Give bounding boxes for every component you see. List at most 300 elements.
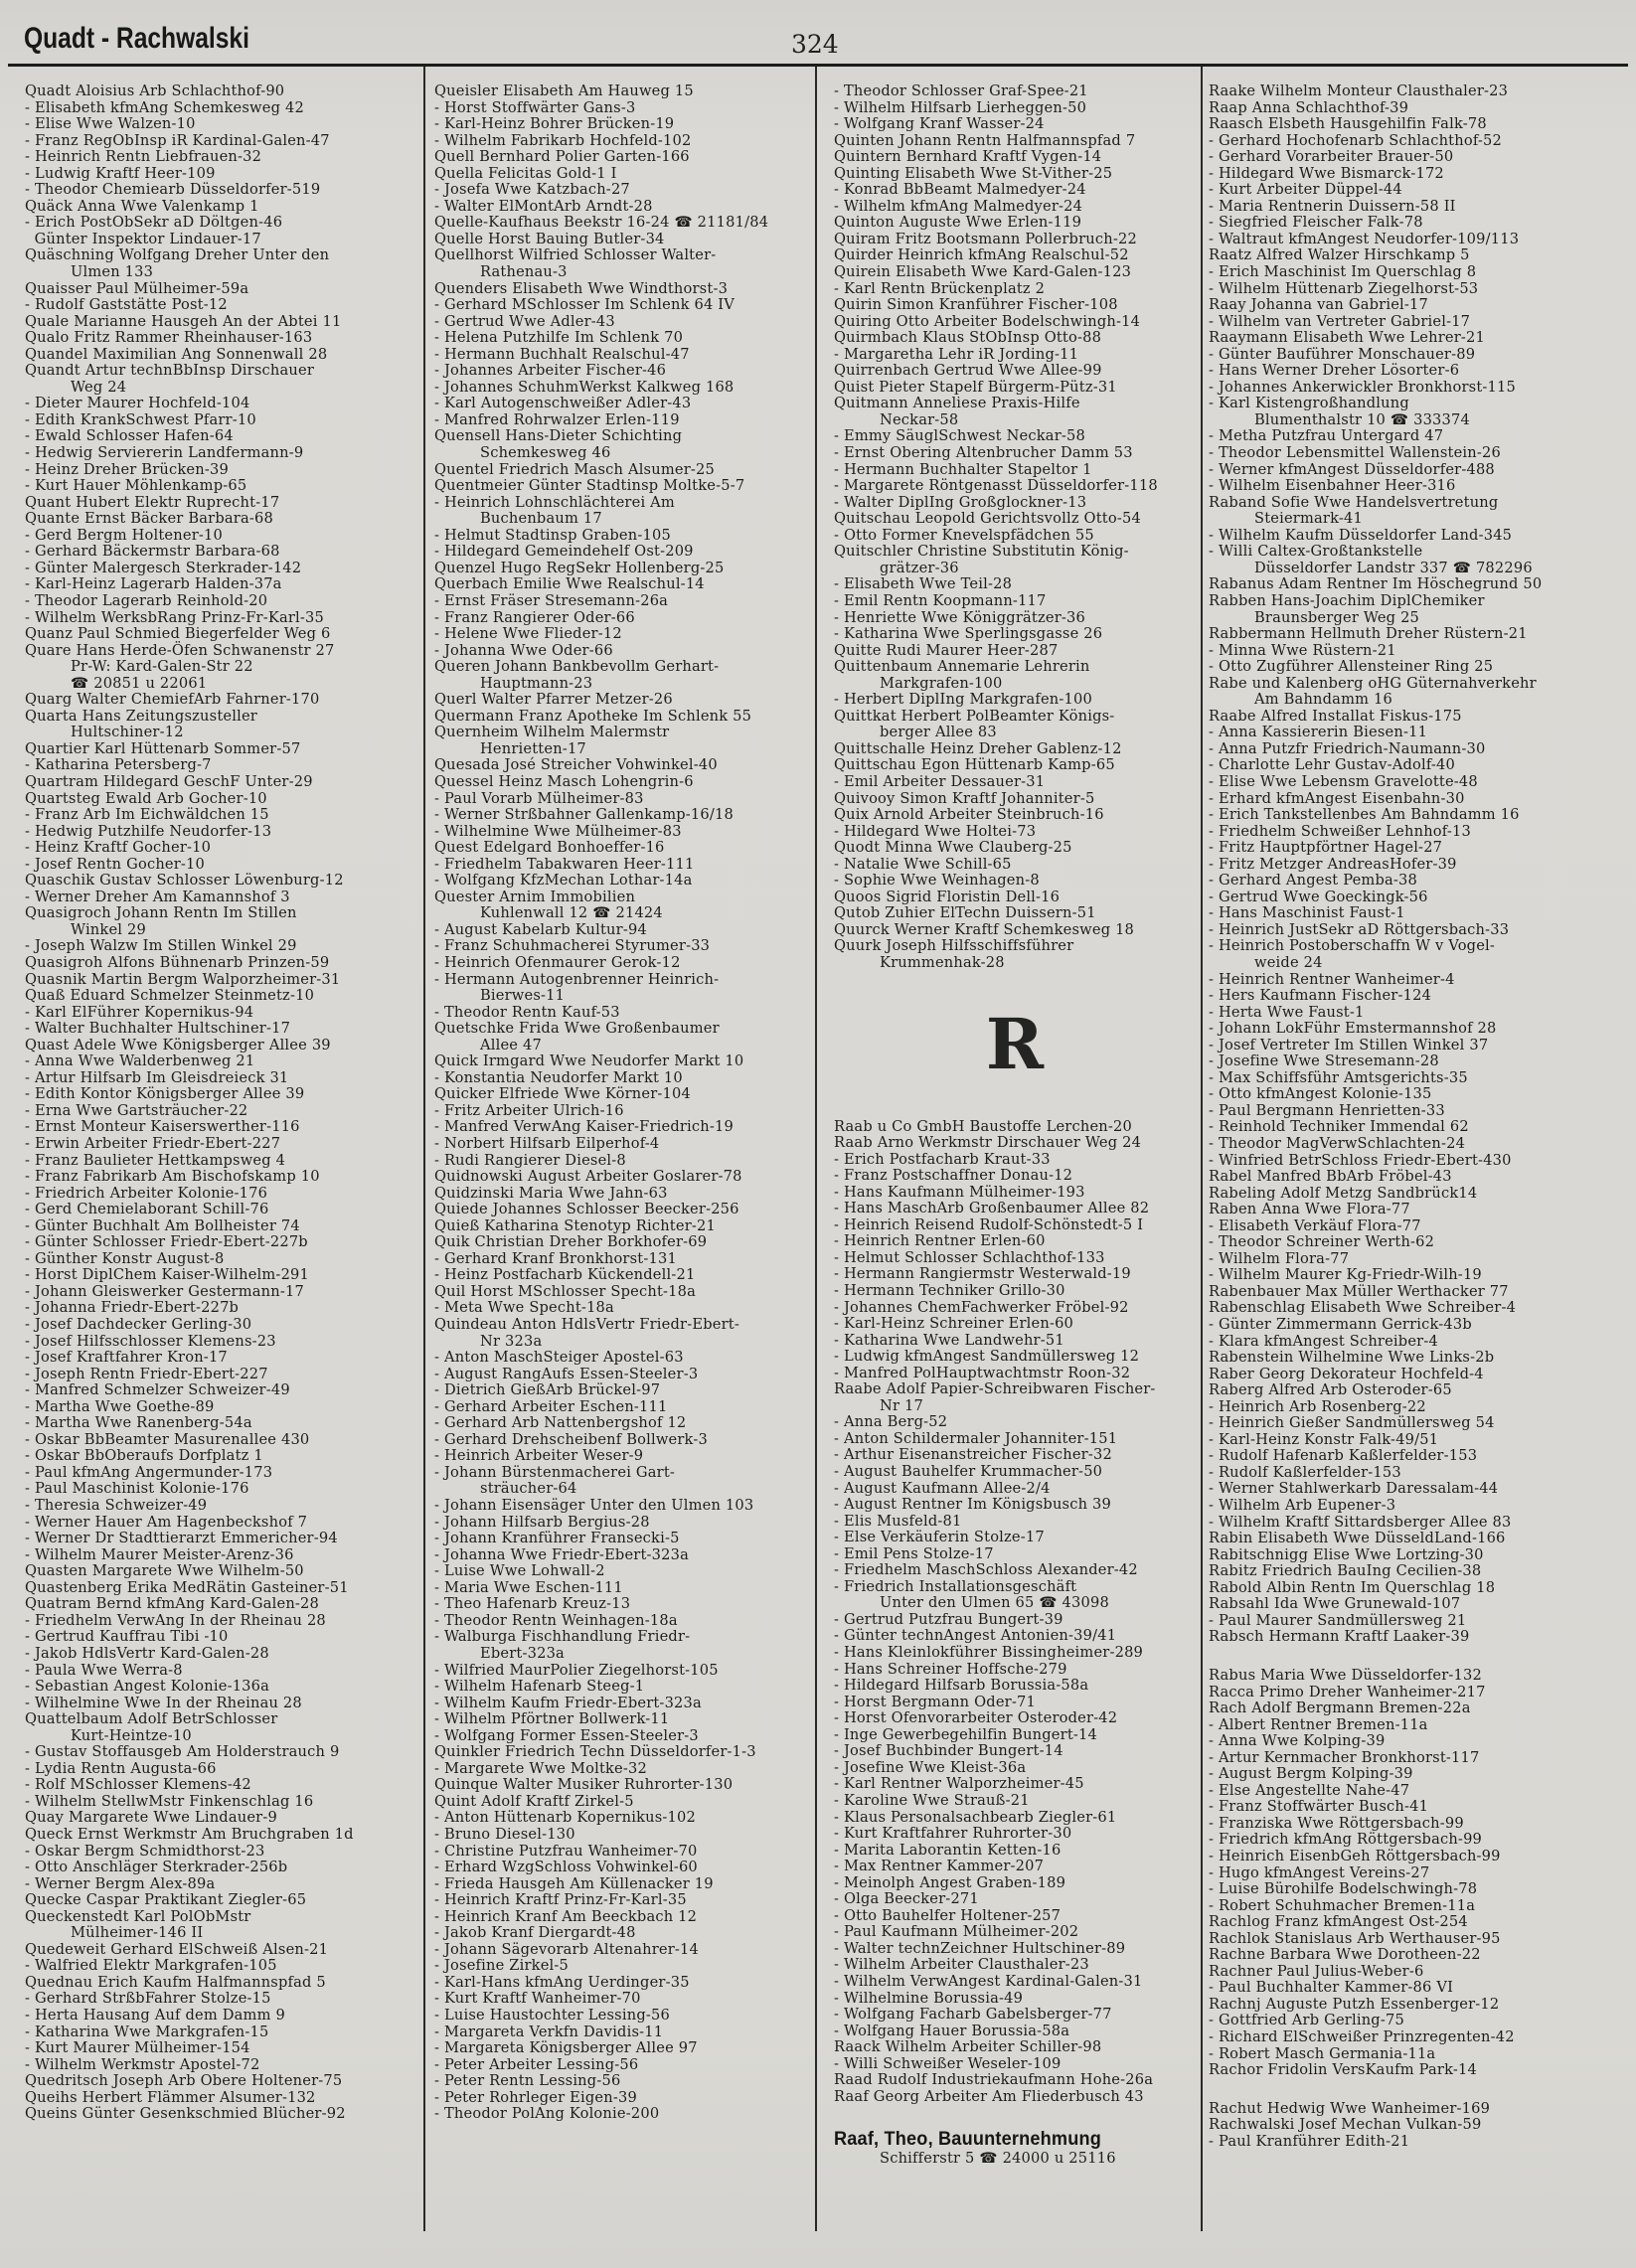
directory-entry: - Paul Buchhalter Kammer-86 VI xyxy=(1209,1979,1454,1997)
directory-entry: Raben Anna Wwe Flora-77 xyxy=(1209,1201,1410,1218)
directory-entry: Günter Inspektor Lindauer-17 xyxy=(25,230,261,247)
directory-entry: - August Rentner Im Königsbusch 39 xyxy=(834,1496,1112,1514)
directory-entry: Raber Georg Dekorateur Hochfeld-4 xyxy=(1209,1365,1484,1382)
directory-entry: - Karl-Heinz Lagerarb Halden-37a xyxy=(25,575,282,593)
directory-entry: Quellhorst Wilfried Schlosser Walter- xyxy=(434,246,717,264)
directory-entry: Quarg Walter ChemiefArb Fahrner-170 xyxy=(25,691,320,709)
directory-entry: - Gerhard Vorarbeiter Brauer-50 xyxy=(1209,148,1454,166)
directory-entry: Neckar-58 xyxy=(880,410,959,428)
directory-entry: Quinton Auguste Wwe Erlen-119 xyxy=(834,214,1082,232)
directory-entry: Quoos Sigrid Floristin Dell-16 xyxy=(834,888,1061,905)
directory-entry: - Walfried Elektr Markgrafen-105 xyxy=(25,1957,277,1975)
directory-entry: Quittschau Egon Hüttenarb Kamp-65 xyxy=(834,756,1115,774)
directory-entry: Quenders Elisabeth Wwe Windthorst-3 xyxy=(434,279,729,297)
directory-entry: Steiermark-41 xyxy=(1254,510,1363,528)
directory-entry: - Theodor MagVerwSchlachten-24 xyxy=(1209,1135,1466,1152)
directory-entry: - Rudolf Gaststätte Post-12 xyxy=(25,296,228,314)
directory-entry: Quelle-Kaufhaus Beekstr 16-24 ☎ 21181/84 xyxy=(434,214,769,232)
directory-entry: - Jakob Kranf Diergardt-48 xyxy=(434,1924,636,1942)
directory-entry: - Oskar BbOberaufs Dorfplatz 1 xyxy=(25,1447,263,1465)
directory-entry-bold: Raaf, Theo, Bauunternehmung xyxy=(834,2128,1102,2151)
directory-entry: Queihs Herbert Flämmer Alsumer-132 xyxy=(25,2088,316,2106)
directory-entry: - Erna Wwe Gartsträucher-22 xyxy=(25,1101,248,1119)
directory-entry: - Luise Bürohilfe Bodelschwingh-78 xyxy=(1209,1880,1478,1898)
directory-entry: - Horst Stoffwärter Gans-3 xyxy=(434,98,636,116)
directory-entry: - Minna Wwe Rüstern-21 xyxy=(1209,641,1396,659)
directory-entry: - Margareta Königsberger Allee 97 xyxy=(434,2039,698,2057)
directory-entry: Quitte Rudi Maurer Heer-287 xyxy=(834,641,1059,659)
directory-entry: - August Bauhelfer Krummacher-50 xyxy=(834,1463,1103,1481)
directory-entry: Hauptmann-23 xyxy=(480,674,593,692)
directory-entry: Quiram Fritz Bootsmann Pollerbruch-22 xyxy=(834,230,1137,247)
directory-entry: Rachor Fridolin VersKaufm Park-14 xyxy=(1209,2061,1477,2079)
directory-entry: - Norbert Hilfsarb Eilperhof-4 xyxy=(434,1135,660,1152)
directory-entry: - Karl Rentn Brückenplatz 2 xyxy=(834,279,1046,297)
directory-entry: - Günter Bauführer Monschauer-89 xyxy=(1209,345,1476,363)
directory-entry: Qutob Zuhier ElTechn Duissern-51 xyxy=(834,904,1096,922)
directory-entry: Rabbermann Hellmuth Dreher Rüstern-21 xyxy=(1209,625,1528,643)
directory-entry: - Gertrud Kauffrau Tibi -10 xyxy=(25,1628,229,1646)
directory-entry: Quaschik Gustav Schlosser Löwenburg-12 xyxy=(25,872,344,890)
directory-entry: - Günter Buchhalt Am Bollheister 74 xyxy=(25,1216,300,1234)
directory-entry: - Sophie Wwe Weinhagen-8 xyxy=(834,872,1040,890)
directory-entry: - Dietrich GießArb Brückel-97 xyxy=(434,1381,661,1399)
directory-entry: Queck Ernst Werkmstr Am Bruchgraben 1d xyxy=(25,1825,354,1843)
directory-entry: - Gertrud Wwe Goeckingk-56 xyxy=(1209,888,1428,905)
directory-entry: - Heinz Dreher Brücken-39 xyxy=(25,460,229,478)
directory-entry: Raad Rudolf Industriekaufmann Hohe-26a xyxy=(834,2071,1154,2089)
directory-entry: Quermann Franz Apotheke Im Schlenk 55 xyxy=(434,707,752,725)
directory-entry: - Klaus Personalsachbearb Ziegler-61 xyxy=(834,1808,1117,1826)
directory-entry: - Otto Former Knevelspfädchen 55 xyxy=(834,526,1094,544)
directory-entry: - Meta Wwe Specht-18a xyxy=(434,1299,614,1317)
directory-column-4 xyxy=(1209,83,1630,2150)
directory-entry: - Wilhelm Hüttenarb Ziegelhorst-53 xyxy=(1209,279,1479,297)
directory-entry: - Manfred VerwAng Kaiser-Friedrich-19 xyxy=(434,1118,734,1136)
directory-entry: Krummenhak-28 xyxy=(880,953,1005,971)
directory-entry: - Elis Musfeld-81 xyxy=(834,1512,962,1530)
page-number: 324 xyxy=(791,30,839,59)
directory-entry: - Gerd Bergm Holtener-10 xyxy=(25,526,223,544)
directory-entry: Quix Arnold Arbeiter Steinbruch-16 xyxy=(834,806,1104,824)
directory-entry: - Robert Masch Germania-11a xyxy=(1209,2044,1436,2062)
directory-entry: - Heinrich EisenbGeh Röttgersbach-99 xyxy=(1209,1847,1501,1864)
directory-entry: - Max Rentner Kammer-207 xyxy=(834,1858,1045,1875)
directory-column-2 xyxy=(434,83,810,2123)
directory-entry: - Kurt Hauer Möhlenkamp-65 xyxy=(25,477,247,495)
directory-entry: Mülheimer-146 II xyxy=(71,1924,204,1942)
directory-entry: - Wilhelm Maurer Meister-Arenz-36 xyxy=(25,1545,294,1563)
directory-entry: - Friedhelm MaschSchloss Alexander-42 xyxy=(834,1561,1138,1579)
directory-entry: Markgrafen-100 xyxy=(880,674,1003,692)
directory-entry: - Fritz Metzger AndreasHofer-39 xyxy=(1209,855,1457,873)
directory-entry: - Heinrich Rentn Liebfrauen-32 xyxy=(25,148,262,166)
directory-entry: - Helene Wwe Flieder-12 xyxy=(434,625,622,643)
directory-entry: Quasten Margarete Wwe Wilhelm-50 xyxy=(25,1562,304,1580)
directory-entry: - Katharina Wwe Landwehr-51 xyxy=(834,1331,1064,1349)
directory-entry: Quenzel Hugo RegSekr Hollenberg-25 xyxy=(434,559,725,576)
directory-entry: - Fritz Hauptpförtner Hagel-27 xyxy=(1209,839,1443,857)
page-header-title: Quadt - Rachwalski xyxy=(24,22,249,55)
directory-entry: - Theodor Schlosser Graf-Spee-21 xyxy=(834,82,1088,99)
directory-entry: - Hans MaschArb Großenbaumer Allee 82 xyxy=(834,1200,1150,1217)
directory-entry: - Wilhelm Hafenarb Steeg-1 xyxy=(434,1678,645,1696)
directory-entry: - Günter Schlosser Friedr-Ebert-227b xyxy=(25,1233,308,1251)
directory-entry: - Werner Dreher Am Kamannshof 3 xyxy=(25,888,290,905)
directory-entry: - Wolfgang Facharb Gabelsberger-77 xyxy=(834,2006,1112,2024)
directory-entry: - Helmut Stadtinsp Graben-105 xyxy=(434,526,671,544)
directory-entry: Raaymann Elisabeth Wwe Lehrer-21 xyxy=(1209,329,1485,347)
directory-entry: - Gerhard Drehscheibenf Bollwerk-3 xyxy=(434,1430,708,1448)
directory-entry: - Reinhold Techniker Immendal 62 xyxy=(1209,1118,1469,1136)
directory-entry: - Friedhelm VerwAng In der Rheinau 28 xyxy=(25,1611,326,1629)
directory-entry: Düsseldorfer Landstr 337 ☎ 782296 xyxy=(1254,559,1533,576)
directory-entry: Quinten Johann Rentn Halfmannspfad 7 xyxy=(834,131,1136,149)
directory-entry: - Johannes Arbeiter Fischer-46 xyxy=(434,362,667,380)
directory-entry: - Werner Hauer Am Hagenbeckshof 7 xyxy=(25,1513,308,1531)
directory-entry: - Meinolph Angest Graben-189 xyxy=(834,1873,1066,1891)
directory-entry: Winkel 29 xyxy=(71,920,146,938)
directory-entry: Quartsteg Ewald Arb Gocher-10 xyxy=(25,789,267,807)
directory-entry: - Wilhelm Werkmstr Apostel-72 xyxy=(25,2055,260,2073)
directory-entry: Quester Arnim Immobilien xyxy=(434,888,636,905)
directory-entry: - Gottfried Arb Gerling-75 xyxy=(1209,2012,1404,2029)
directory-entry: Quesada José Streicher Vohwinkel-40 xyxy=(434,756,718,774)
directory-entry: - Gerhard Arb Nattenbergshof 12 xyxy=(434,1414,687,1432)
directory-entry: Quitschau Leopold Gerichtsvollz Otto-54 xyxy=(834,510,1141,528)
directory-entry: - Elisabeth Wwe Teil-28 xyxy=(834,575,1013,593)
directory-entry: Weg 24 xyxy=(71,378,127,396)
directory-entry: - Dieter Maurer Hochfeld-104 xyxy=(25,395,250,412)
directory-entry: - Wilhelm Kraftf Sittardsberger Allee 83 xyxy=(1209,1513,1512,1531)
directory-entry: - Karl Rentner Walporzheimer-45 xyxy=(834,1775,1084,1793)
directory-entry: - Kurt Kraftfahrer Ruhrorter-30 xyxy=(834,1825,1072,1843)
directory-entry: - Karoline Wwe Strauß-21 xyxy=(834,1791,1030,1809)
directory-entry: - Margarete Röntgenasst Düsseldorfer-118 xyxy=(834,477,1158,495)
directory-entry: - Charlotte Lehr Gustav-Adolf-40 xyxy=(1209,756,1456,774)
directory-entry: Raake Wilhelm Monteur Clausthaler-23 xyxy=(1209,82,1509,99)
directory-entry: - Wilhelmine Borussia-49 xyxy=(834,1989,1024,2007)
directory-entry: Raband Sofie Wwe Handelsvertretung xyxy=(1209,493,1499,511)
directory-entry: - Otto Zugführer Allensteiner Ring 25 xyxy=(1209,658,1494,676)
directory-entry: - Josefa Wwe Katzbach-27 xyxy=(434,181,630,199)
directory-entry: - Friedrich Installationsgeschäft xyxy=(834,1577,1077,1595)
directory-entry: - Johann Bürstenmacherei Gart- xyxy=(434,1463,676,1481)
directory-entry: - Manfred Rohrwalzer Erlen-119 xyxy=(434,410,680,428)
directory-entry: Quedritsch Joseph Arb Obere Holtener-75 xyxy=(25,2072,343,2090)
directory-entry: - Hermann Autogenbrenner Heinrich- xyxy=(434,970,720,988)
directory-entry: - Olga Beecker-271 xyxy=(834,1890,979,1908)
directory-entry: Rabitschnigg Elise Wwe Lortzing-30 xyxy=(1209,1545,1484,1563)
directory-entry: - Johann Kranführer Fransecki-5 xyxy=(434,1530,680,1547)
directory-entry: - Ewald Schlosser Hafen-64 xyxy=(25,427,234,445)
directory-entry: - Anton Schildermaler Johanniter-151 xyxy=(834,1429,1118,1447)
directory-entry: Rachlok Stanislaus Arb Werthauser-95 xyxy=(1209,1929,1501,1947)
directory-entry: - Theodor Lebensmittel Wallenstein-26 xyxy=(1209,444,1502,462)
directory-entry: - Karl-Heinz Bohrer Brücken-19 xyxy=(434,115,675,133)
directory-entry: - Martha Wwe Ranenberg-54a xyxy=(25,1414,252,1432)
directory-entry: - Paul Maschinist Kolonie-176 xyxy=(25,1480,249,1498)
directory-entry: Quednau Erich Kaufm Halfmannspfad 5 xyxy=(25,1973,326,1991)
directory-entry: - Franziska Wwe Röttgersbach-99 xyxy=(1209,1814,1464,1832)
directory-entry: - Siegfried Fleischer Falk-78 xyxy=(1209,214,1423,232)
directory-entry: Quelle Horst Bauing Butler-34 xyxy=(434,230,665,247)
directory-entry: Ulmen 133 xyxy=(71,263,154,281)
directory-entry: - Wilhelm StellwMstr Finkenschlag 16 xyxy=(25,1792,314,1810)
directory-entry: - Paul Kaufmann Mülheimer-202 xyxy=(834,1923,1079,1941)
directory-entry: - Franz Schuhmacherei Styrumer-33 xyxy=(434,937,711,955)
directory-entry: Rabin Elisabeth Wwe DüsseldLand-166 xyxy=(1209,1530,1506,1547)
directory-entry: - Franz Rangierer Oder-66 xyxy=(434,608,635,626)
directory-entry: - Franz Arb Im Eichwäldchen 15 xyxy=(25,806,269,824)
entry-gap xyxy=(1209,2079,1630,2101)
directory-entry: - Hildegard Gemeindehelf Ost-209 xyxy=(434,543,694,561)
directory-entry: - Erhard WzgSchloss Vohwinkel-60 xyxy=(434,1859,698,1876)
directory-entry: - Sebastian Angest Kolonie-136a xyxy=(25,1678,270,1696)
directory-entry: - Maria Wwe Eschen-111 xyxy=(434,1578,623,1596)
directory-entry: - Artur Hilfsarb Im Gleisdreieck 31 xyxy=(25,1068,289,1086)
directory-entry: - Lydia Rentn Augusta-66 xyxy=(25,1759,217,1777)
directory-entry: Querbach Emilie Wwe Realschul-14 xyxy=(434,575,705,593)
directory-entry: - Albert Rentner Bremen-11a xyxy=(1209,1715,1428,1733)
directory-entry: - Josefine Wwe Kleist-36a xyxy=(834,1758,1027,1776)
directory-entry: - Hans Schreiner Hoffsche-279 xyxy=(834,1660,1067,1678)
directory-entry: - Gerhard Hochofenarb Schlachthof-52 xyxy=(1209,131,1503,149)
directory-entry: - Wilhelm Kaufm Friedr-Ebert-323a xyxy=(434,1694,702,1711)
directory-entry: Quasigroch Johann Rentn Im Stillen xyxy=(25,904,297,922)
directory-entry: - Heinrich Postoberschaffn W v Vogel- xyxy=(1209,937,1496,955)
directory-entry: - Herta Hausang Auf dem Damm 9 xyxy=(25,2006,285,2024)
directory-entry: Raab Arno Werkmstr Dirschauer Weg 24 xyxy=(834,1134,1142,1152)
directory-entry: Quivooy Simon Kraftf Johanniter-5 xyxy=(834,789,1095,807)
directory-entry: - Karl ElFührer Kopernikus-94 xyxy=(25,1003,254,1021)
directory-entry: Kurt-Heintze-10 xyxy=(71,1726,192,1744)
directory-entry: - Johanna Friedr-Ebert-227b xyxy=(25,1299,240,1317)
directory-entry: - Johann Eisensäger Unter den Ulmen 103 xyxy=(434,1497,754,1515)
directory-entry: - Luise Wwe Lohwall-2 xyxy=(434,1562,605,1580)
directory-entry: grätzer-36 xyxy=(880,559,959,576)
directory-entry: - Katharina Petersberg-7 xyxy=(25,756,212,774)
directory-entry: - Ludwig kfmAngest Sandmüllersweg 12 xyxy=(834,1348,1140,1366)
directory-entry: - Hermann Buchhalt Realschul-47 xyxy=(434,345,690,363)
directory-entry: - Theodor Rentn Weinhagen-18a xyxy=(434,1611,678,1629)
directory-entry: - Heinz Kraftf Gocher-10 xyxy=(25,839,212,857)
directory-entry: Quint Adolf Kraftf Zirkel-5 xyxy=(434,1792,634,1810)
directory-entry: - Wilhelm WerksbRang Prinz-Fr-Karl-35 xyxy=(25,608,324,626)
directory-entry: - Erich PostObSekr aD Döltgen-46 xyxy=(25,214,283,232)
directory-entry: Hultschiner-12 xyxy=(71,724,184,741)
directory-entry: - Elisabeth Verkäuf Flora-77 xyxy=(1209,1216,1421,1234)
directory-entry: Quant Hubert Elektr Ruprecht-17 xyxy=(25,493,280,511)
directory-entry: Quartier Karl Hüttenarb Sommer-57 xyxy=(25,739,301,757)
directory-entry: Quick Irmgard Wwe Neudorfer Markt 10 xyxy=(434,1053,744,1070)
directory-entry: - Christine Putzfrau Wanheimer-70 xyxy=(434,1842,698,1860)
directory-entry: Quiede Johannes Schlosser Beecker-256 xyxy=(434,1201,739,1218)
directory-entry: Rachut Hedwig Wwe Wanheimer-169 xyxy=(1209,2099,1491,2117)
directory-entry: - Heinrich Rentner Erlen-60 xyxy=(834,1232,1046,1250)
directory-entry: - Theresia Schweizer-49 xyxy=(25,1497,208,1515)
directory-entry: - Richard ElSchweißer Prinzregenten-42 xyxy=(1209,2027,1515,2045)
directory-entry: - Ernst Obering Altenbrucher Damm 53 xyxy=(834,444,1133,462)
directory-entry: - Franz Fabrikarb Am Bischofskamp 10 xyxy=(25,1168,320,1186)
directory-entry: Quäschning Wolfgang Dreher Unter den xyxy=(25,246,330,264)
directory-entry: Quare Hans Herde-Öfen Schwanenstr 27 xyxy=(25,641,335,659)
directory-entry: - Theodor Lagerarb Reinhold-20 xyxy=(25,591,268,609)
directory-entry: - Inge Gewerbegehilfin Bungert-14 xyxy=(834,1725,1097,1743)
directory-entry: - Paul Maurer Sandmüllersweg 21 xyxy=(1209,1611,1467,1629)
directory-entry: Queisler Elisabeth Am Hauweg 15 xyxy=(434,82,694,99)
directory-entry: Rabben Hans-Joachim DiplChemiker xyxy=(1209,591,1485,609)
directory-entry: - Kurt Arbeiter Düppel-44 xyxy=(1209,181,1402,199)
directory-entry: Queren Johann Bankbevollm Gerhart- xyxy=(434,658,720,676)
directory-entry: - Theo Hafenarb Kreuz-13 xyxy=(434,1595,631,1613)
directory-entry: Quist Pieter Stapelf Bürgerm-Pütz-31 xyxy=(834,378,1117,396)
directory-entry: - Ernst Fräser Stresemann-26a xyxy=(434,591,669,609)
directory-entry: Qualo Fritz Rammer Rheinhauser-163 xyxy=(25,329,313,347)
directory-entry: - Paul kfmAng Angermunder-173 xyxy=(25,1463,273,1481)
directory-entry: - Friedhelm Schweißer Lehnhof-13 xyxy=(1209,822,1471,840)
directory-entry: Quandt Artur technBbInsp Dirschauer xyxy=(25,362,314,380)
directory-entry: - Anna Putzfr Friedrich-Naumann-30 xyxy=(1209,739,1486,757)
directory-entry: Quittkat Herbert PolBeamter Königs- xyxy=(834,707,1115,725)
directory-entry: Schifferstr 5 ☎ 24000 u 25116 xyxy=(880,2150,1116,2168)
directory-entry: - Günter Malergesch Sterkrader-142 xyxy=(25,559,302,576)
directory-entry: Rabsahl Ida Wwe Grunewald-107 xyxy=(1209,1595,1461,1613)
directory-entry: - Manfred PolHauptwachtmstr Roon-32 xyxy=(834,1364,1131,1381)
directory-entry: - Fritz Arbeiter Ulrich-16 xyxy=(434,1101,624,1119)
directory-entry: - Margarete Wwe Moltke-32 xyxy=(434,1759,647,1777)
directory-entry: - Werner Strßbahner Gallenkamp-16/18 xyxy=(434,806,734,824)
directory-entry: - Paul Kranführer Edith-21 xyxy=(1209,2132,1410,2150)
directory-entry: Racca Primo Dreher Wanheimer-217 xyxy=(1209,1683,1486,1701)
directory-entry: - Paul Bergmann Henrietten-33 xyxy=(1209,1101,1445,1119)
directory-entry: Quittschalle Heinz Dreher Gablenz-12 xyxy=(834,739,1122,757)
directory-entry: Quensell Hans-Dieter Schichting xyxy=(434,427,683,445)
directory-entry: - Hans Kaufmann Mülheimer-193 xyxy=(834,1183,1085,1201)
column-divider-1 xyxy=(423,67,425,2231)
directory-entry: - Herbert DiplIng Markgrafen-100 xyxy=(834,691,1092,709)
directory-entry: - Rudolf Hafenarb Kaßlerfelder-153 xyxy=(1209,1447,1478,1465)
directory-entry: Quinkler Friedrich Techn Düsseldorfer-1-3 xyxy=(434,1743,756,1761)
directory-entry: Quinting Elisabeth Wwe St-Vither-25 xyxy=(834,164,1113,182)
directory-entry: Braunsberger Weg 25 xyxy=(1254,608,1420,626)
directory-entry: - Wilhelm van Vertreter Gabriel-17 xyxy=(1209,312,1471,330)
header-rule xyxy=(8,64,1628,67)
directory-entry: Raaf Georg Arbeiter Am Fliederbusch 43 xyxy=(834,2087,1144,2105)
directory-entry: Quäck Anna Wwe Valenkamp 1 xyxy=(25,197,259,215)
directory-entry: - Johann Gleiswerker Gestermann-17 xyxy=(25,1282,304,1300)
directory-entry: - Karl Autogenschweißer Adler-43 xyxy=(434,395,692,412)
directory-entry: - Anna Wwe Kolping-39 xyxy=(1209,1732,1386,1750)
directory-entry: - Winfried BetrSchloss Friedr-Ebert-430 xyxy=(1209,1151,1512,1169)
directory-entry: - Heinrich Ofenmaurer Gerok-12 xyxy=(434,953,681,971)
directory-entry: Rabeling Adolf Metzg Sandbrück14 xyxy=(1209,1184,1478,1202)
directory-entry: - Erich Maschinist Im Querschlag 8 xyxy=(1209,263,1477,281)
directory-entry: - Oskar BbBeamter Masurenallee 430 xyxy=(25,1430,310,1448)
directory-entry: - Heinz Postfacharb Kückendell-21 xyxy=(434,1266,696,1284)
directory-entry: - August Bergm Kolping-39 xyxy=(1209,1765,1413,1783)
directory-entry: Allee 47 xyxy=(480,1036,542,1053)
directory-entry: - Gertrud Wwe Adler-43 xyxy=(434,312,615,330)
directory-entry: - Hers Kaufmann Fischer-124 xyxy=(1209,987,1432,1005)
directory-entry: weide 24 xyxy=(1254,953,1323,971)
directory-entry: - Franz Stoffwärter Busch-41 xyxy=(1209,1798,1429,1816)
directory-entry: Rabold Albin Rentn Im Querschlag 18 xyxy=(1209,1578,1496,1596)
directory-entry: Quittenbaum Annemarie Lehrerin xyxy=(834,658,1090,676)
directory-entry: Raack Wilhelm Arbeiter Schiller-98 xyxy=(834,2038,1102,2056)
directory-entry: - Heinrich Reisend Rudolf-Schönstedt-5 I xyxy=(834,1215,1144,1233)
directory-entry: - Hugo kfmAngest Vereins-27 xyxy=(1209,1863,1430,1881)
directory-entry: - Otto kfmAngest Kolonie-135 xyxy=(1209,1085,1432,1103)
directory-entry: - Hildegard Wwe Bismarck-172 xyxy=(1209,164,1444,182)
directory-entry: - Heinrich Lohnschlächterei Am xyxy=(434,493,675,511)
directory-entry: Ebert-323a xyxy=(480,1644,565,1662)
directory-entry: Rabenschlag Elisabeth Wwe Schreiber-4 xyxy=(1209,1299,1517,1317)
directory-entry: Quintern Bernhard Kraftf Vygen-14 xyxy=(834,148,1102,166)
directory-entry: Quecke Caspar Praktikant Ziegler-65 xyxy=(25,1891,307,1909)
directory-entry: Queins Günter Gesenkschmied Blücher-92 xyxy=(25,2105,346,2123)
directory-entry: - Luise Haustochter Lessing-56 xyxy=(434,2006,670,2024)
directory-entry: Raay Johanna van Gabriel-17 xyxy=(1209,296,1429,314)
directory-entry: - Elise Wwe Walzen-10 xyxy=(25,115,196,133)
directory-entry: Kuhlenwall 12 ☎ 21424 xyxy=(480,904,663,922)
directory-entry: Quale Marianne Hausgeh An der Abtei 11 xyxy=(25,312,342,330)
directory-entry: - Erich Tankstellenbes Am Bahndamm 16 xyxy=(1209,806,1520,824)
directory-entry: - Karl-Hans kfmAng Uerdinger-35 xyxy=(434,1973,690,1991)
directory-entry: - Jakob HdlsVertr Kard-Galen-28 xyxy=(25,1644,269,1662)
directory-entry: - Gerhard StrßbFahrer Stolze-15 xyxy=(25,1990,271,2008)
directory-entry: Quiring Otto Arbeiter Bodelschwingh-14 xyxy=(834,312,1141,330)
column-divider-3 xyxy=(1201,67,1203,2231)
directory-entry: - Walter Buchhalter Hultschiner-17 xyxy=(25,1020,291,1038)
directory-entry: Quirmbach Klaus StObInsp Otto-88 xyxy=(834,329,1102,347)
directory-entry: - Katharina Wwe Markgrafen-15 xyxy=(25,2023,269,2040)
directory-entry: - Friedhelm Tabakwaren Heer-111 xyxy=(434,855,695,873)
directory-entry: - Ludwig Kraftf Heer-109 xyxy=(25,164,216,182)
directory-column-1 xyxy=(25,83,420,2123)
directory-entry: - Wilhelmine Wwe In der Rheinau 28 xyxy=(25,1694,302,1711)
directory-entry: - Erich Postfacharb Kraut-33 xyxy=(834,1150,1051,1168)
directory-entry: - Katharina Wwe Sperlingsgasse 26 xyxy=(834,625,1103,643)
directory-entry: - Anton MaschSteiger Apostel-63 xyxy=(434,1349,684,1367)
directory-entry: - Gertrud Putzfrau Bungert-39 xyxy=(834,1610,1063,1628)
directory-entry: - Wilhelm Eisenbahner Heer-316 xyxy=(1209,477,1456,495)
directory-entry: - Kurt Maurer Mülheimer-154 xyxy=(25,2039,250,2057)
directory-entry: ☎ 20851 u 22061 xyxy=(71,674,208,692)
directory-entry: - Johann Sägevorarb Altenahrer-14 xyxy=(434,1940,699,1958)
directory-entry: - Wilhelm Pförtner Bollwerk-11 xyxy=(434,1710,670,1728)
directory-entry: - Hedwig Putzhilfe Neudorfer-13 xyxy=(25,822,272,840)
directory-entry: - Peter Rohrleger Eigen-39 xyxy=(434,2088,637,2106)
directory-entry: Quadt Aloisius Arb Schlachthof-90 xyxy=(25,82,285,99)
directory-entry: Quartram Hildegard GeschF Unter-29 xyxy=(25,772,313,790)
directory-entry: - Josef Vertreter Im Stillen Winkel 37 xyxy=(1209,1036,1489,1053)
directory-entry: - Artur Kernmacher Bronkhorst-117 xyxy=(1209,1748,1480,1766)
directory-entry: - Else Angestellte Nahe-47 xyxy=(1209,1781,1410,1799)
directory-entry: - Josef Kraftfahrer Kron-17 xyxy=(25,1349,228,1367)
directory-entry: Quitmann Anneliese Praxis-Hilfe xyxy=(834,395,1080,412)
directory-entry: - August Kabelarb Kultur-94 xyxy=(434,920,647,938)
directory-entry: - Heinrich Arbeiter Weser-9 xyxy=(434,1447,644,1465)
directory-entry: Quedeweit Gerhard ElSchweiß Alsen-21 xyxy=(25,1940,329,1958)
directory-entry: - Gustav Stoffausgeb Am Holderstrauch 9 xyxy=(25,1743,340,1761)
directory-entry: - Wilhelm Kaufm Düsseldorfer Land-345 xyxy=(1209,526,1513,544)
directory-entry: Quella Felicitas Gold-1 I xyxy=(434,164,617,182)
directory-entry: Schemkesweg 46 xyxy=(480,444,611,462)
directory-entry: sträucher-64 xyxy=(480,1480,577,1498)
directory-entry: Quernheim Wilhelm Malermstr xyxy=(434,724,670,741)
directory-entry: - Hermann Rangiermstr Westerwald-19 xyxy=(834,1265,1131,1283)
